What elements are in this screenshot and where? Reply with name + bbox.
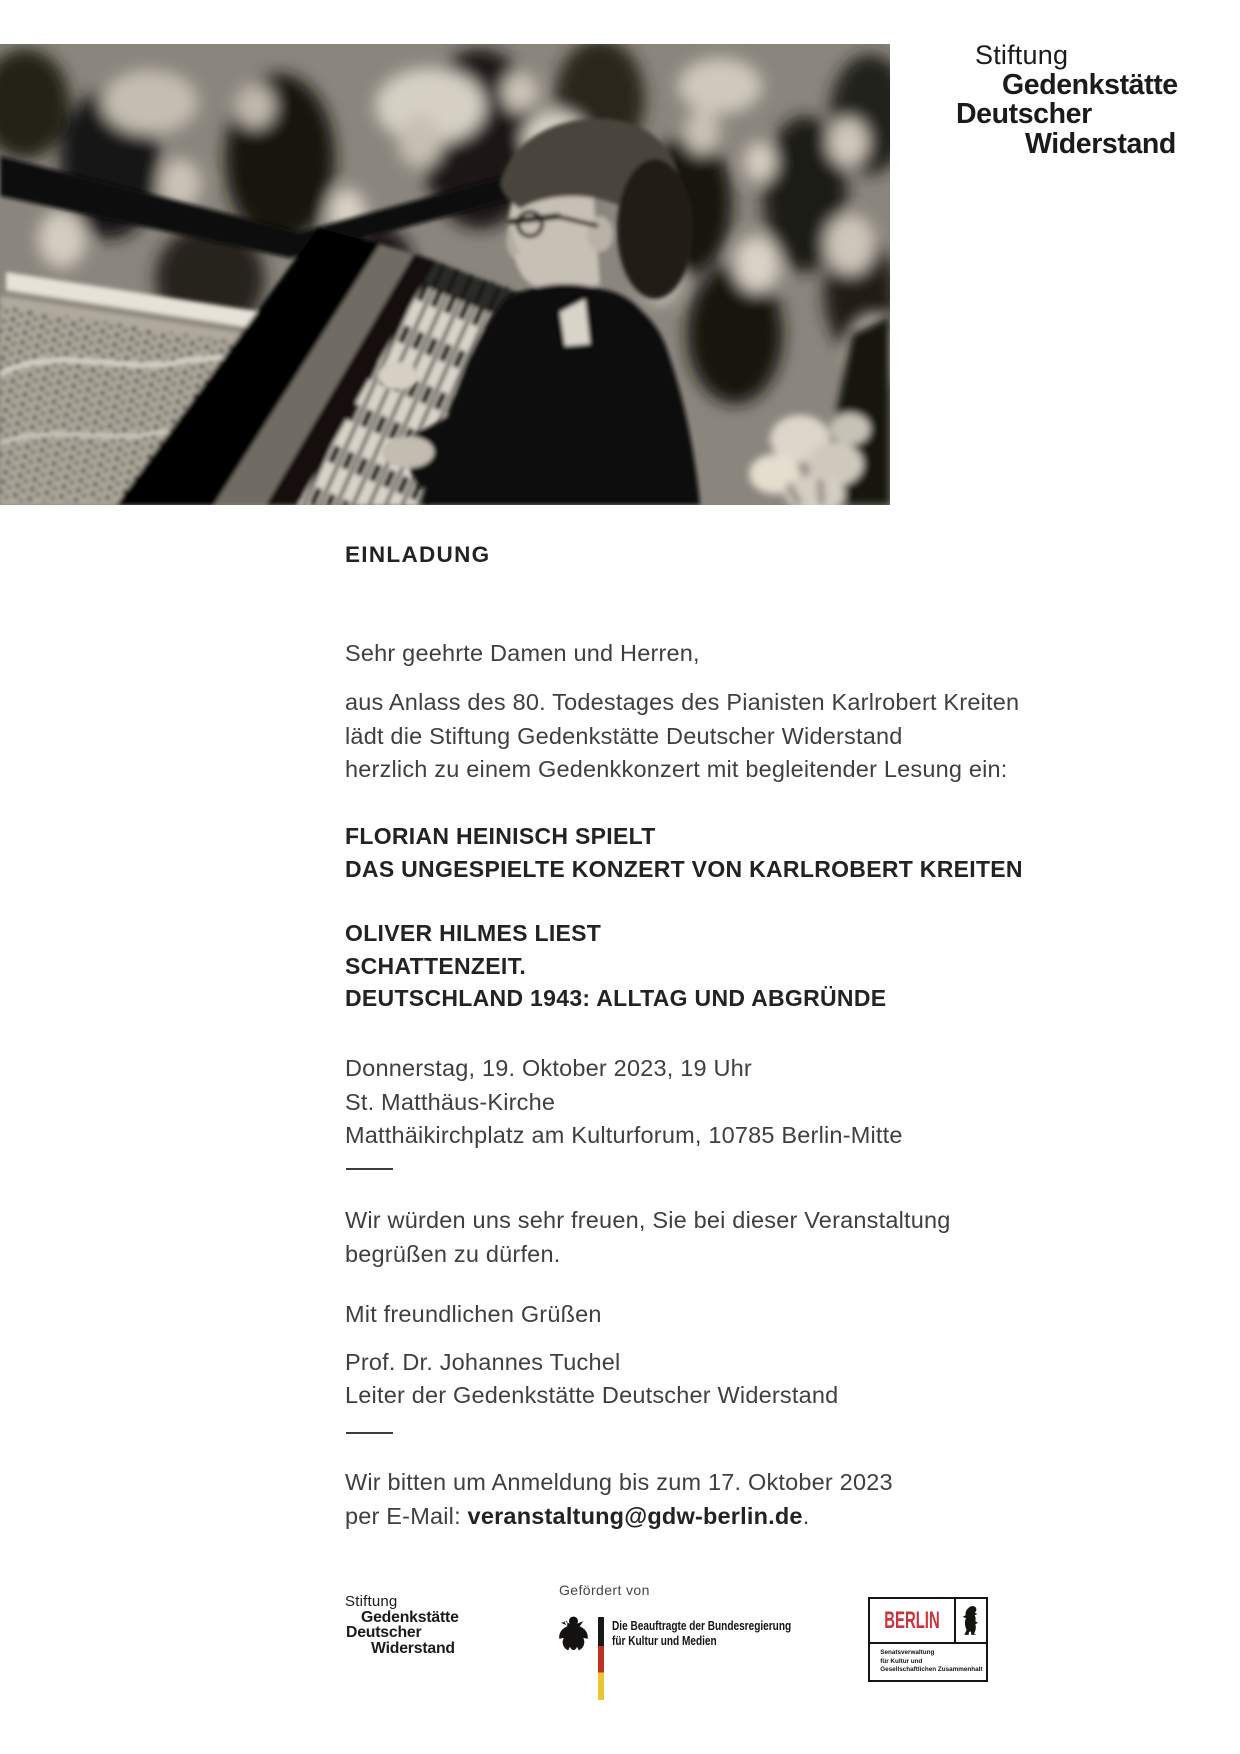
program-piano [345,820,1023,885]
text-line: SCHATTENZEIT. [345,952,527,979]
email-link[interactable]: veranstaltung@gdw-berlin.de [467,1502,803,1529]
berlin-bear-cell [954,1599,986,1642]
berlin-bear-icon [961,1605,981,1636]
event-datetime: Donnerstag, 19. Oktober 2023, 19 Uhr [345,1055,752,1081]
event-venue: St. Matthäus-Kirche [345,1088,556,1115]
german-flag-stripe [598,1617,604,1700]
signature-role: Leiter der Gedenkstätte Deutscher Widerstand [345,1382,839,1408]
berlin-senate-logo [868,1597,988,1682]
divider [346,1432,393,1434]
text-line: für Kultur und Medien [612,1634,717,1648]
signature-name: Prof. Dr. Johannes Tuchel [345,1349,621,1375]
berlin-logo-top-row [870,1599,986,1644]
gdw-logo-line: Gedenkstätte [1002,68,1178,101]
gdw-logo-line: Stiftung [975,40,1069,70]
concert-photo [0,44,890,505]
rsvp-email-line [345,1500,893,1534]
page-title: EINLADUNG [345,542,491,567]
text-line: begrüßen zu dürfen. [345,1241,561,1267]
text-line: DEUTSCHLAND 1943: ALLTAG UND ABGRÜNDE [345,985,887,1011]
gdw-logo-line: Gedenkstätte [361,1608,459,1626]
text-line: aus Anlass des 80. Todestages des Pianisten Karlrobert Kreiten [345,689,1020,715]
rsvp-deadline: Wir bitten um Anmeldung bis zum 17. Oktober 2023 [345,1469,893,1495]
gdw-logo-line: Deutscher [956,98,1092,130]
berlin-wordmark: BERLIN [884,1606,940,1634]
gdw-logo-line: Stiftung [345,1593,398,1610]
gdw-logo-line: Widerstand [1025,127,1176,160]
event-address: Matthäikirchplatz am Kulturforum, 10785 Berlin-Mitte [345,1122,903,1148]
program-reading [345,917,886,1015]
divider [346,1168,393,1170]
federal-eagle-icon [555,1614,592,1653]
gdw-logo-line: Widerstand [371,1639,455,1657]
funder-name [612,1619,791,1649]
rsvp-suffix: . [802,1502,810,1529]
berlin-department [870,1644,983,1675]
text-line: Senatsverwaltung [880,1649,935,1656]
gdw-logo-line: Deutscher [346,1624,422,1642]
gdw-logo-footer [345,1594,459,1656]
text-line: Die Beauftragte der Bundesregierung [612,1619,792,1633]
text-line: für Kultur und [880,1657,923,1665]
text-line: FLORIAN HEINISCH SPIELT [345,823,656,849]
intro-paragraph [345,686,1019,787]
text-line: OLIVER HILMES LIEST [345,920,602,946]
rsvp-prefix: per E-Mail: [345,1502,468,1529]
closing-paragraph [345,1203,951,1271]
signature-block [345,1346,838,1412]
salutation: Sehr geehrte Damen und Herren, [345,640,700,666]
text-line: lädt die Stiftung Gedenkstätte Deutscher Widerstand [345,722,903,749]
text-line: DAS UNGESPIELTE KONZERT VON KARLROBERT KREITEN [345,855,1023,882]
text-line: herzlich zu einem Gedenkkonzert mit begleitender Lesung ein: [345,756,1008,782]
funder-label: Gefördert von [559,1582,650,1598]
event-details [345,1052,903,1153]
rsvp-block [345,1466,893,1533]
regards: Mit freundlichen Grüßen [345,1301,602,1327]
text-line: Gesellschaftlichen Zusammenhalt [880,1666,983,1674]
gdw-logo-header [956,41,1178,159]
text-line: Wir würden uns sehr freuen, Sie bei dieser Veranstaltung [345,1207,951,1233]
